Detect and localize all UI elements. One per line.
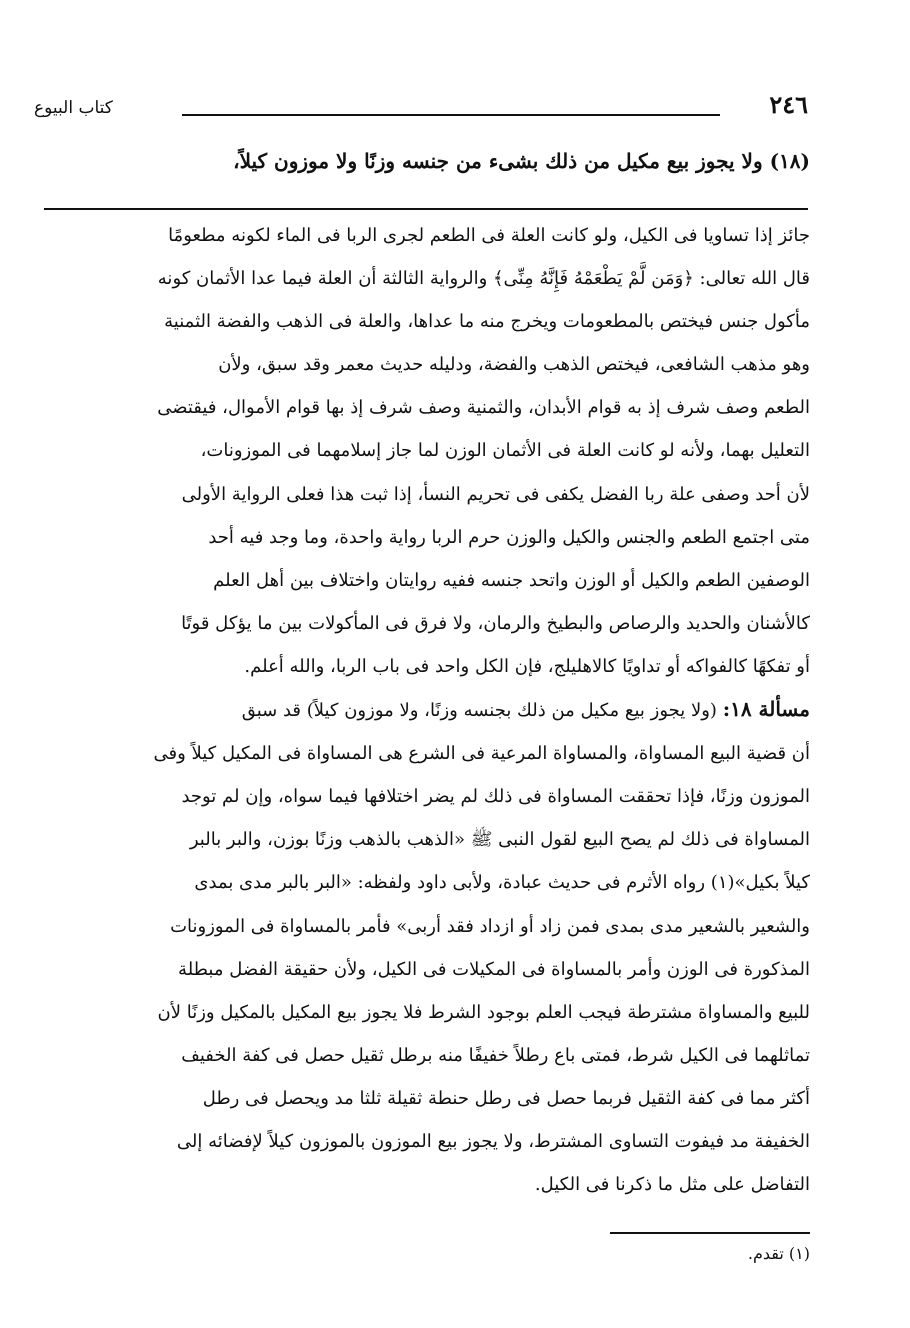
footnote-rule: [610, 1232, 810, 1234]
issue-text: (ولا يجوز بيع مكيل من ذلك بجنسه وزنًا، ولا موزون كيلاً) قد سبق: [241, 700, 717, 722]
body-line: وهو مذهب الشافعى، فيختص الذهب والفضة، ودليله حديث معمر وقد سبق، ولأن: [218, 354, 810, 376]
body-line: قال الله تعالى: ﴿وَمَن لَّمْ يَطْعَمْهُ فَإِنَّهُ مِنِّى﴾ والرواية الثالثة أن العلة فيما عدا الأثمان كونه: [157, 268, 810, 290]
issue-line: كيلاً بكيل»(١) رواه الأثرم فى حديث عبادة، ولأبى داود ولفظه: «البر بالبر مدى بمدى: [194, 872, 810, 894]
issue-line: للبيع والمساواة مشترطة فيجب العلم بوجود الشرط فلا يجوز بيع المكيل بالمكيل وزنًا لأن: [157, 1001, 810, 1023]
body-text: [44, 214, 810, 1206]
running-title: كتاب البيوع: [34, 98, 113, 118]
issue-line: المذكورة فى الوزن وأمر بالمساواة فى المكيلات فى الكيل، ولأن حقيقة الفضل مبطلة: [178, 958, 810, 980]
body-line: جائز إذا تساويا فى الكيل، ولو كانت العلة فى الطعم لجرى الربا فى الماء لكونه مطعومًا: [168, 225, 810, 246]
issue-line: تماثلهما فى الكيل شرط، فمتى باع رطلاً خفيفًا منه برطل ثقيل حصل فى كفة الخفيف: [181, 1044, 810, 1066]
page-header: [34, 90, 808, 134]
issue-line: الخفيفة مد فيفوت التساوى المشترط، ولا يجوز بيع الموزون بالموزون كيلاً لإفضائه إلى: [176, 1130, 810, 1152]
issue-title: مسألة ١٨:: [722, 697, 810, 722]
issue-line: التفاضل على مثل ما ذكرنا فى الكيل.: [534, 1174, 810, 1196]
body-line: متى اجتمع الطعم والجنس والكيل والوزن حرم الربا رواية واحدة، وما وجد فيه أحد: [208, 526, 810, 548]
heading-rule: [44, 208, 808, 210]
section-heading: (١٨) ولا يجوز بيع مكيل من ذلك بشىء من جنسه وزنًا ولا موزون كيلاً،: [233, 149, 810, 173]
footnote: (١) تقدم.: [747, 1244, 810, 1263]
issue-line: والشعير بالشعير مدى بمدى فمن زاد أو ازداد فقد أربى» فأمر بالمساواة فى الموزونات: [170, 915, 810, 937]
header-rule: [182, 114, 720, 116]
body-line: التعليل بهما، ولأنه لو كانت العلة فى الأثمان الوزن لما جاز إسلامهما فى الموزونات،: [200, 440, 810, 462]
body-line: أو تفكهًا كالفواكه أو تداويًا كالاهليلج، فإن الكل واحد فى باب الربا، والله أعلم.: [244, 655, 810, 677]
issue-first-line: [44, 688, 810, 732]
body-line: الطعم وصف شرف إذ به قوام الأبدان، والثمنية وصف شرف إذ بها قوام الأموال، فيقتضى: [157, 397, 810, 419]
issue-line: الموزون وزنًا، فإذا تحققت المساواة فى ذلك لم يضر اختلافها فيما سواه، وإن لم توجد: [181, 786, 810, 808]
body-line: كالأشنان والحديد والرصاص والبطيخ والرمان، ولا فرق فى المأكولات بين ما يؤكل قوتًا: [181, 612, 810, 634]
body-line: مأكول جنس فيختص بالمطعومات ويخرج منه ما عداها، والعلة فى الذهب والفضة الثمنية: [164, 311, 810, 333]
issue-line: أكثر مما فى كفة الثقيل فربما حصل فى رطل حنطة ثقيلة ثلثا مد ويحصل فى رطل: [202, 1087, 810, 1109]
body-line: الوصفين الطعم والكيل أو الوزن واتحد جنسه ففيه روايتان واختلاف بين أهل العلم: [213, 569, 810, 591]
issue-line: أن قضية البيع المساواة، والمساواة المرعية فى الشرع هى المساواة فى المكيل كيلاً وفى: [153, 743, 810, 765]
body-line: لأن أحد وصفى علة ربا الفضل يكفى فى تحريم النسأ، إذا ثبت هذا فعلى الرواية الأولى: [181, 483, 810, 505]
page-number: ٢٤٦: [769, 90, 808, 119]
issue-line: المساواة فى ذلك لم يصح البيع لقول النبى ﷺ «الذهب بالذهب وزنًا بوزن، والبر بالبر: [189, 829, 810, 851]
